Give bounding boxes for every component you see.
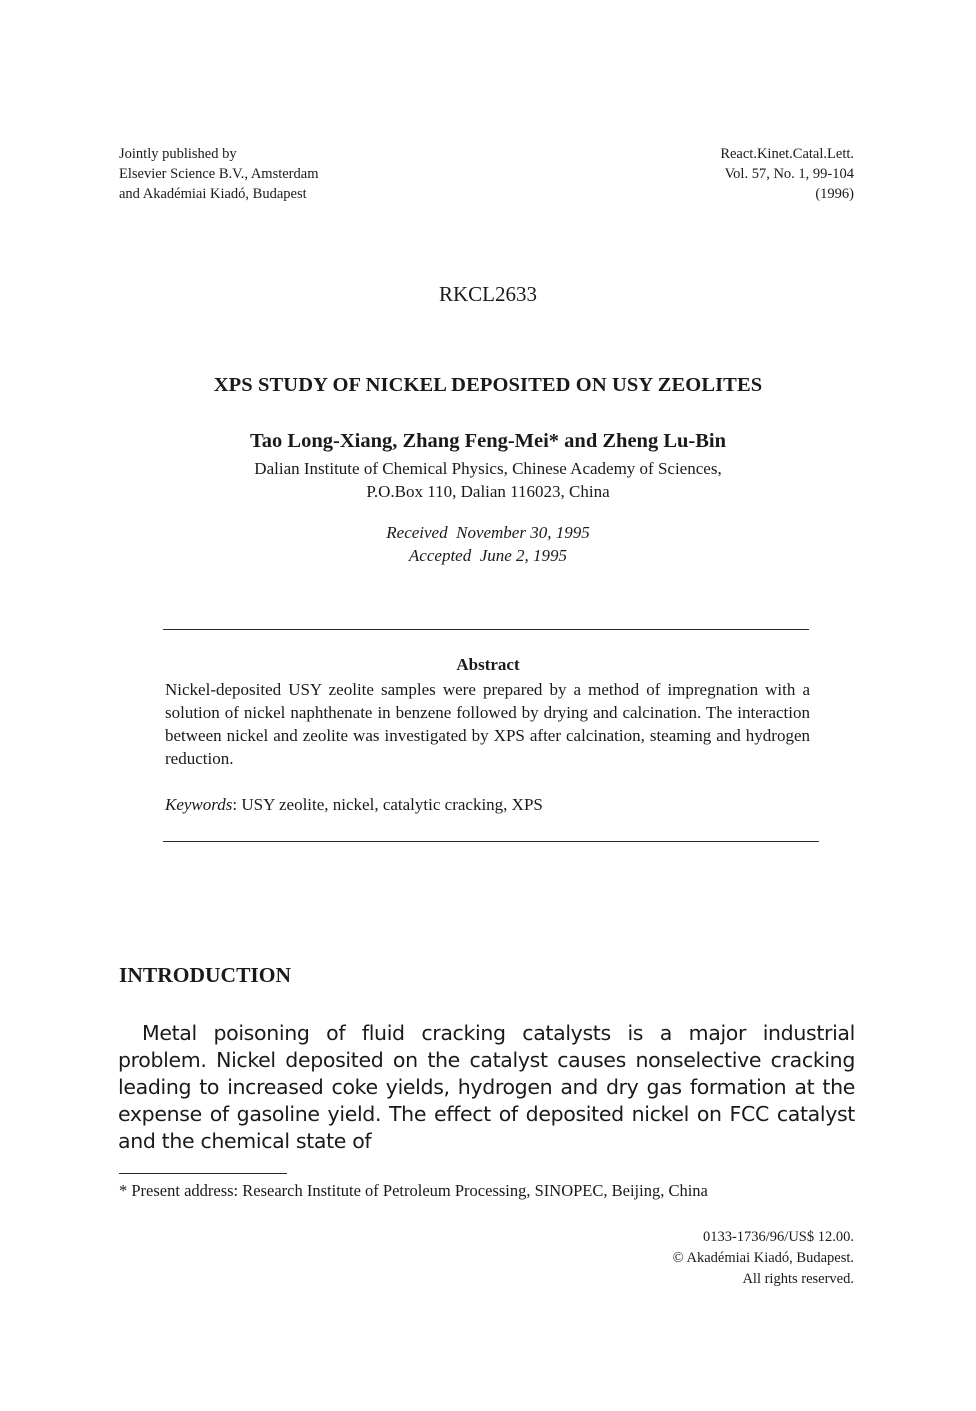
paper-title: XPS STUDY OF NICKEL DEPOSITED ON USY ZEOLITES	[213, 374, 763, 396]
publisher-line: and Akadémiai Kiadó, Budapest	[119, 186, 307, 202]
abstract-heading: Abstract	[456, 655, 520, 674]
affiliation-line: Dalian Institute of Chemical Physics, Chinese Academy of Sciences,	[254, 459, 722, 478]
copyright-line: All rights reserved.	[742, 1271, 854, 1287]
copyright-line: 0133-1736/96/US$ 12.00.	[702, 1229, 854, 1245]
footnote-rule	[119, 1173, 287, 1174]
journal-line: React.Kinet.Catal.Lett.	[720, 146, 854, 162]
copyright-line: © Akadémiai Kiadó, Budapest.	[672, 1250, 854, 1266]
introduction-heading: INTRODUCTION	[119, 963, 292, 987]
journal-line: Vol. 57, No. 1, 99-104	[724, 166, 854, 182]
journal-citation-block	[720, 144, 854, 204]
authors: Tao Long-Xiang, Zhang Feng-Mei* and Zheng Lu-Bin	[250, 430, 726, 452]
publisher-line: Elsevier Science B.V., Amsterdam	[119, 166, 319, 182]
dates	[0, 521, 976, 567]
keywords-text: : USY zeolite, nickel, catalytic cracking, XPS	[232, 795, 543, 814]
footnote: * Present address: Research Institute of Petroleum Processing, SINOPEC, Beijing, China	[119, 1181, 708, 1200]
accepted-date: Accepted June 2, 1995	[408, 546, 568, 565]
abstract-top-rule	[163, 629, 809, 630]
publisher-line: Jointly published by	[119, 146, 237, 162]
affiliation-line: P.O.Box 110, Dalian 116023, China	[366, 482, 610, 501]
keywords-label: Keywords	[165, 795, 233, 814]
publisher-block	[119, 144, 318, 204]
abstract-text: Nickel-deposited USY zeolite samples were prepared by a method of impregnation with a solution of nickel naphthenate in benzene followed by drying and calcination. The interaction between nickel and zeolite was investigated by XPS after calcination, steaming and hydrogen reduction.	[165, 680, 810, 768]
keywords	[165, 795, 543, 815]
abstract-bottom-rule	[163, 841, 819, 842]
received-date: Received November 30, 1995	[386, 523, 590, 542]
introduction-text: Metal poisoning of fluid cracking catalysts is a major industrial problem. Nickel deposited on the catalyst causes nonselective cracking leading to increased coke yields, hydrogen and dry gas formation at the expense of gasoline yield. The effect of deposited nickel on FCC catalyst and the chemical state of	[118, 1021, 855, 1153]
copyright-block	[673, 1227, 854, 1290]
affiliation	[0, 457, 976, 503]
journal-line: (1996)	[815, 186, 854, 202]
article-code: RKCL2633	[438, 282, 537, 306]
